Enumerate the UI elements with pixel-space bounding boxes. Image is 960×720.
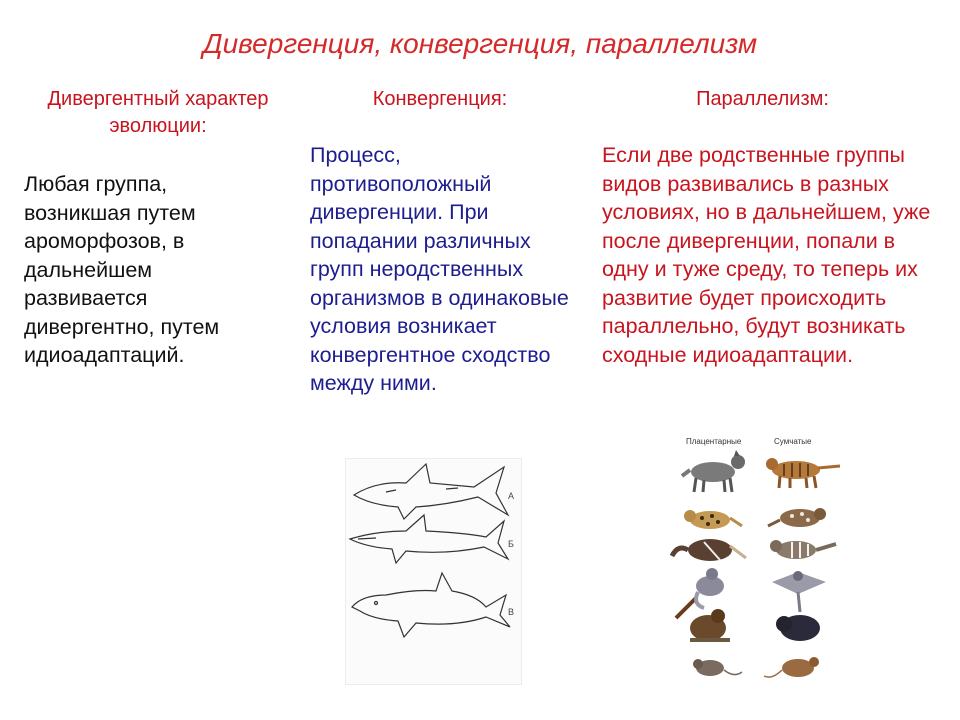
quoll-icon: [768, 508, 826, 527]
ichthyosaur-outline-icon: [350, 515, 508, 563]
parallelism-heading: Параллелизм:: [696, 88, 829, 110]
parallelism-figure: [668, 432, 860, 690]
mouse-icon: [693, 659, 742, 676]
dolphin-outline-icon: [352, 573, 510, 637]
label-b: Б: [508, 539, 514, 549]
ocelot-icon: [684, 510, 742, 529]
thylacine-icon: [766, 458, 840, 488]
page-title: Дивергенция, конвергенция, параллелизм: [202, 28, 758, 59]
wombat-icon: [776, 615, 820, 641]
anteater-icon: [672, 539, 746, 561]
divergence-text: Любая группа, возникшая путем ароморфозов, в дальнейшем развивается дивергентно, путем идиоадаптаций.: [24, 172, 220, 367]
parallelism-text: Если две родственные группы видов развивались в разных условиях, но в дальнейшем, уже после дивергенции, попали в одну и туже среду, то теперь их развитие будет происходить параллельно, будут возникать сходные идиоадаптации.: [602, 143, 931, 367]
label-c: В: [508, 607, 515, 617]
marsupial-header: Сумчатые: [774, 437, 812, 446]
convergence-figure: [345, 458, 522, 685]
convergence-text: Процесс, противоположный дивергенции. При попадании различных групп неродственных организмов в одинаковые условия возникает конвергентное сходство между ними.: [310, 143, 569, 395]
divergence-heading: Дивергентный характер эволюции:: [47, 88, 269, 137]
marsupial-mouse-icon: [764, 657, 819, 677]
convergence-heading: Конвергенция:: [372, 88, 508, 110]
sugar-glider-icon: [772, 571, 826, 612]
marmot-icon: [690, 609, 730, 642]
label-a: А: [508, 491, 515, 501]
shark-outline-icon: [354, 464, 508, 519]
placental-header: Плацентарные: [686, 437, 742, 446]
wolf-icon: [682, 450, 745, 492]
numbat-icon: [770, 540, 836, 559]
